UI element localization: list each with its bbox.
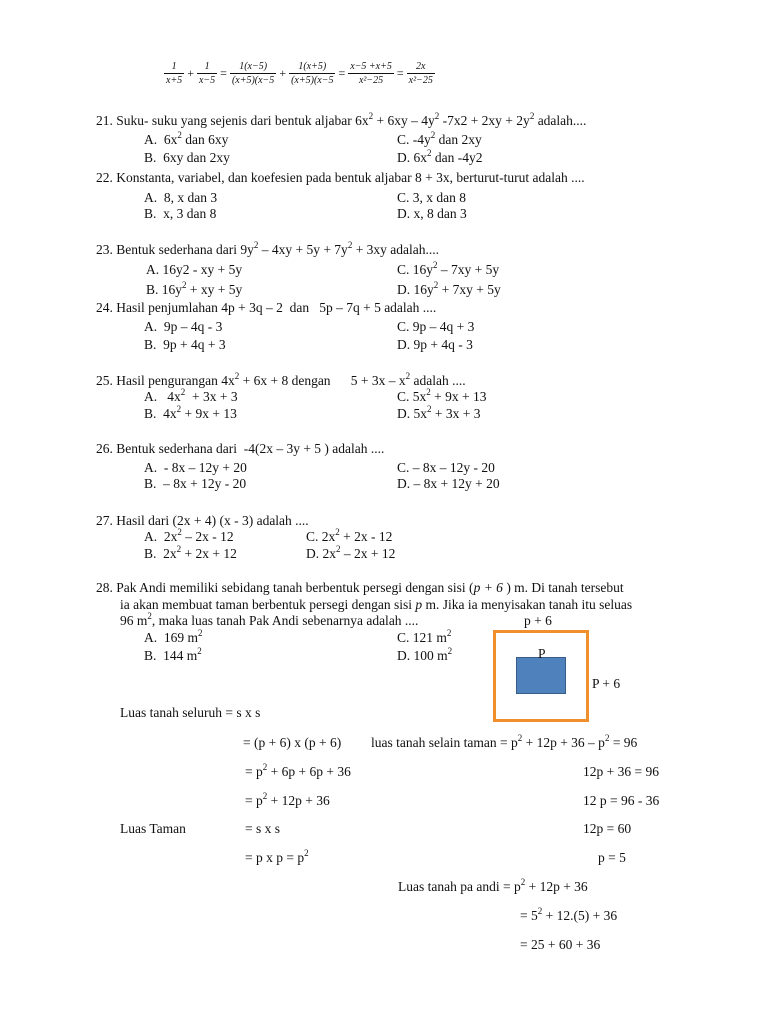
fraction-numerator: x−5 +x+5 (350, 61, 392, 72)
solution-r1: 12p + 36 = 96 (583, 764, 659, 779)
q24-option-a[interactable]: A. 9p – 4q - 3 (144, 319, 223, 334)
fraction (230, 60, 276, 87)
q26-option-b[interactable]: B. – 8x + 12y - 20 (144, 476, 247, 491)
solution-r3: 12p = 60 (583, 821, 632, 836)
q21-option-c[interactable]: C. $-4y^2$ dan 2xy (397, 130, 482, 147)
q28-option-a[interactable]: A. 169 $m^2$ (144, 628, 203, 645)
solution-eq3: = $p^2 + 12p + 36$ (245, 791, 330, 808)
fraction-numerator: 1(x+5) (289, 60, 335, 74)
fraction (289, 60, 335, 87)
solution-eq1: = (p + 6) x (p + 6) (243, 735, 342, 750)
question-26-text: 26. Bentuk sederhana dari -4(2x – 3y + 5 ) adalah .... (96, 441, 385, 456)
garden-square (516, 657, 566, 694)
fraction-numerator: 2x (407, 60, 435, 74)
fraction-operator: + (187, 66, 194, 80)
fraction-denominator: x+5 (166, 75, 183, 86)
q21-option-b[interactable]: B. 6xy dan 2xy (144, 150, 230, 165)
q24-option-b[interactable]: B. 9p + 4q + 3 (144, 337, 226, 352)
solution-r4: p = 5 (598, 850, 626, 865)
fraction-numerator: 1 (197, 60, 217, 74)
fraction-denominator: (x+5)(x−5 (291, 75, 334, 86)
solution-eq5: = p x $p = p^2$ (245, 848, 309, 865)
fraction (407, 60, 435, 87)
q22-option-d[interactable]: D. x, 8 dan 3 (397, 206, 467, 221)
q22-option-b[interactable]: B. x, 3 dan 8 (144, 206, 217, 221)
solution-eq4: = s x s (245, 821, 280, 836)
q25-option-c[interactable]: C. $5x^2 + 9x + 13$ (397, 387, 487, 404)
q24-option-d[interactable]: D. 9p + 4q - 3 (397, 337, 473, 352)
fraction-denominator: x²−25 (408, 75, 433, 86)
q22-option-a[interactable]: A. 8, x dan 3 (144, 190, 218, 205)
q22-option-c[interactable]: C. 3, x dan 8 (397, 190, 466, 205)
q24-option-c[interactable]: C. 9p – 4q + 3 (397, 319, 475, 334)
diagram-top-label: p + 6 (524, 613, 552, 628)
fraction-denominator: (x+5)(x−5 (231, 75, 275, 86)
q26-option-c[interactable]: C. – 8x – 12y - 20 (397, 460, 495, 475)
fraction-operator: = (396, 66, 404, 80)
q21-option-a[interactable]: A. $6x^2$ dan 6xy (144, 130, 229, 147)
question-25-text: 25. Hasil pengurangan $4x^2 + 6x + 8$ dengan $5 + 3x - x^2$ adalah .... (96, 371, 466, 388)
q27-option-b[interactable]: B. $2x^2 + 2x + 12$ (144, 544, 237, 561)
solution-eq2: = $p^2 + 6p + 6p + 36$ (245, 762, 351, 779)
q28-option-c[interactable]: C. 121 $m^2$ (397, 628, 452, 645)
q23-option-d[interactable]: D. $16y^2 + 7xy + 5y$ (397, 280, 501, 297)
fraction-numerator: 1 (164, 60, 184, 74)
fraction (348, 60, 394, 87)
q27-option-c[interactable]: C. $2x^2 + 2x - 12$ (306, 527, 393, 544)
fraction (197, 60, 217, 87)
diagram-inner-label: P (538, 646, 546, 661)
fraction-denominator: x−5 (198, 75, 216, 86)
question-23-text: 23. Bentuk sederhana dari $9y^2 - 4xy + 5y + 7y^2 + 3xy$ adalah.... (96, 240, 440, 257)
q21-option-d[interactable]: D. $6x^2$ dan -4y2 (397, 148, 483, 165)
fraction-numerator: 1(x−5) (230, 60, 276, 74)
q25-option-a[interactable]: A. $4x^2 + 3x + 3$ (144, 387, 238, 404)
diagram-side-label: P + 6 (592, 676, 621, 691)
fraction-denominator: x²−25 (358, 75, 384, 86)
fraction-operator: + (279, 66, 287, 80)
q23-option-b[interactable]: B. $16y^2$ + xy + 5y (146, 280, 243, 297)
solution-taman-label: Luas Taman (120, 821, 186, 836)
fraction (164, 60, 184, 87)
solution-andi: Luas tanah pa andi = $p^2 + 12p + 36$ (398, 877, 588, 894)
q28-option-b[interactable]: B. 144 $m^2$ (144, 646, 202, 663)
question-28-line-2: ia akan membuat taman berbentuk persegi dengan sisi p m. Jika ia menyisakan tanah itu seluas (120, 597, 633, 612)
q27-option-a[interactable]: A. $2x^2 - 2x - 12$ (144, 527, 234, 544)
solution-luas-label: Luas tanah seluruh = s x s (120, 705, 261, 720)
solution-eq6: = $5^2 + 12.(5) + 36$ (520, 906, 618, 923)
question-27-text: 27. Hasil dari (2x + 4) (x - 3) adalah .... (96, 513, 309, 528)
solution-selain: luas tanah selain taman = $p^2 + 12p + 36 - p^2 = 96$ (371, 733, 638, 750)
q23-option-a[interactable]: A. 16y2 - xy + 5y (146, 262, 243, 277)
q28-option-d[interactable]: D. 100 $m^2$ (397, 646, 453, 663)
q25-option-b[interactable]: B. $4x^2 + 9x + 13$ (144, 404, 237, 421)
fraction-operator: = (338, 66, 346, 80)
fraction-equation (162, 60, 437, 87)
q27-option-d[interactable]: D. $2x^2 - 2x + 12$ (306, 544, 396, 561)
fraction-operator: = (220, 66, 227, 80)
question-22-text: 22. Konstanta, variabel, dan koefesien pada bentuk aljabar 8 + 3x, berturut-turut adalah .... (96, 170, 585, 185)
question-24-text: 24. Hasil penjumlahan 4p + 3q – 2 dan 5p – 7q + 5 adalah .... (96, 300, 437, 315)
question-28-line-1: 28. Pak Andi memiliki sebidang tanah berbentuk persegi dengan sisi (p + 6 ) m. Di tanah tersebut (96, 580, 624, 595)
solution-eq7: = 25 + 60 + 36 (520, 937, 601, 952)
question-28-line-3: 96 $m^2$, maka luas tanah Pak Andi sebenarnya adalah .... (120, 611, 419, 628)
solution-r2: 12 p = 96 - 36 (583, 793, 660, 808)
q23-option-c[interactable]: C. $16y^2 - 7xy + 5y$ (397, 260, 500, 277)
q26-option-d[interactable]: D. – 8x + 12y + 20 (397, 476, 500, 491)
question-21-text: 21. Suku- suku yang sejenis dari bentuk aljabar $6x^2 + 6xy - 4y^2$ $-7x2 + 2xy + 2y^2$ adalah.... (96, 111, 587, 128)
q25-option-d[interactable]: D. $5x^2 + 3x + 3$ (397, 404, 481, 421)
q26-option-a[interactable]: A. - 8x – 12y + 20 (144, 460, 247, 475)
